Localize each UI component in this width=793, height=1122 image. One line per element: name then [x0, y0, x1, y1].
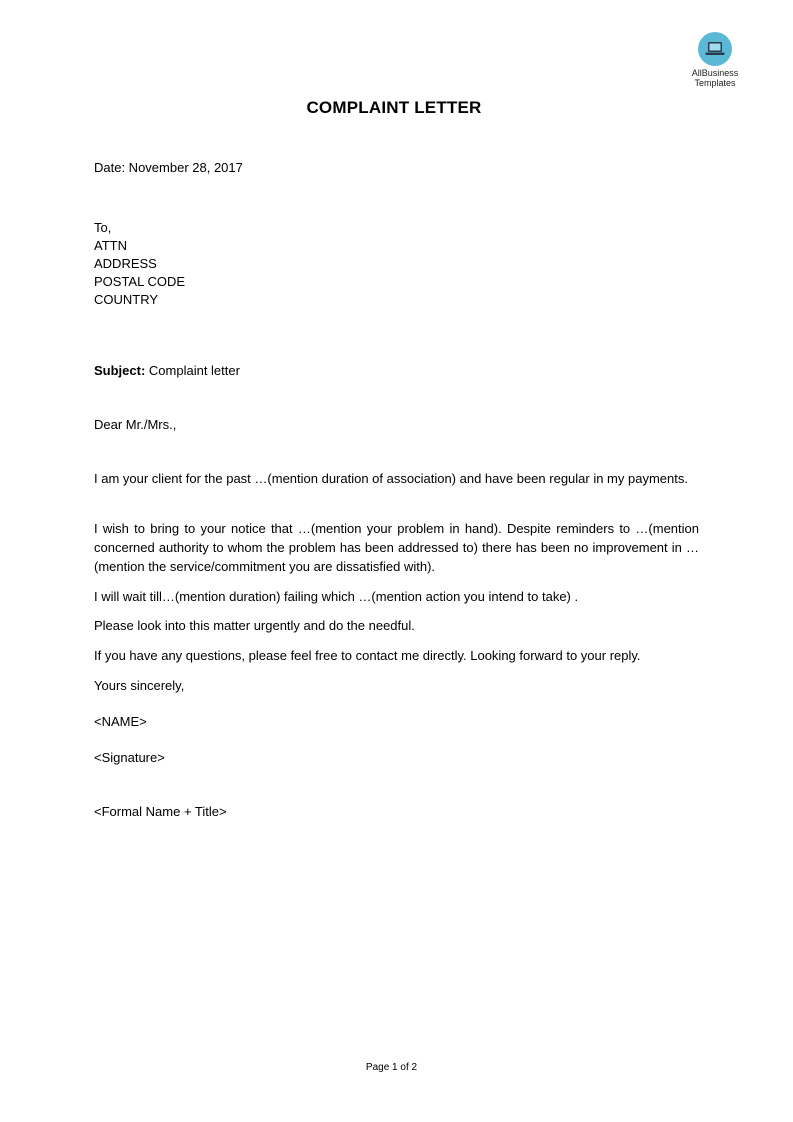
signature-placeholder: <Signature> — [94, 750, 165, 765]
body-paragraph-4: Please look into this matter urgently and do the needful. — [94, 618, 415, 633]
body-paragraph-3: I will wait till…(mention duration) failing which …(mention action you intend to take) . — [94, 589, 579, 604]
recipient-to: To, — [94, 220, 112, 235]
recipient-attn: ATTN — [94, 238, 127, 253]
name-placeholder: <NAME> — [94, 714, 147, 729]
subject-line — [94, 362, 240, 380]
logo-badge — [698, 32, 732, 66]
closing: Yours sincerely, — [94, 678, 185, 693]
body-paragraph-2: I wish to bring to your notice that …(mention your problem in hand). Despite reminders to …(mention concerned authority to whom the problem has been addressed to) there has been no improvement in …(mention the service/commitment you are dissatisfied with). — [94, 521, 699, 574]
salutation: Dear Mr./Mrs., — [94, 417, 177, 432]
subject-label: Subject: — [94, 363, 146, 378]
body-paragraph-1: I am your client for the past …(mention duration of association) and have been regular in my payments. — [94, 471, 688, 486]
page-number: Page 1 of 2 — [365, 1062, 418, 1073]
date-line: Date: November 28, 2017 — [94, 160, 243, 175]
laptop-icon — [705, 41, 725, 57]
document-title: COMPLAINT LETTER — [306, 98, 482, 117]
body-paragraph-5: If you have any questions, please feel free to contact me directly. Looking forward to your reply. — [94, 648, 641, 663]
logo-text-line1: AllBusiness — [691, 68, 739, 78]
brand-logo — [682, 32, 748, 88]
recipient-address: ADDRESS — [94, 256, 157, 271]
logo-text — [682, 68, 748, 88]
formal-name-placeholder: <Formal Name + Title> — [94, 804, 227, 819]
subject-value: Complaint letter — [145, 363, 240, 378]
recipient-postal-code: POSTAL CODE — [94, 274, 186, 289]
recipient-country: COUNTRY — [94, 292, 159, 307]
logo-text-line2: Templates — [694, 78, 736, 88]
